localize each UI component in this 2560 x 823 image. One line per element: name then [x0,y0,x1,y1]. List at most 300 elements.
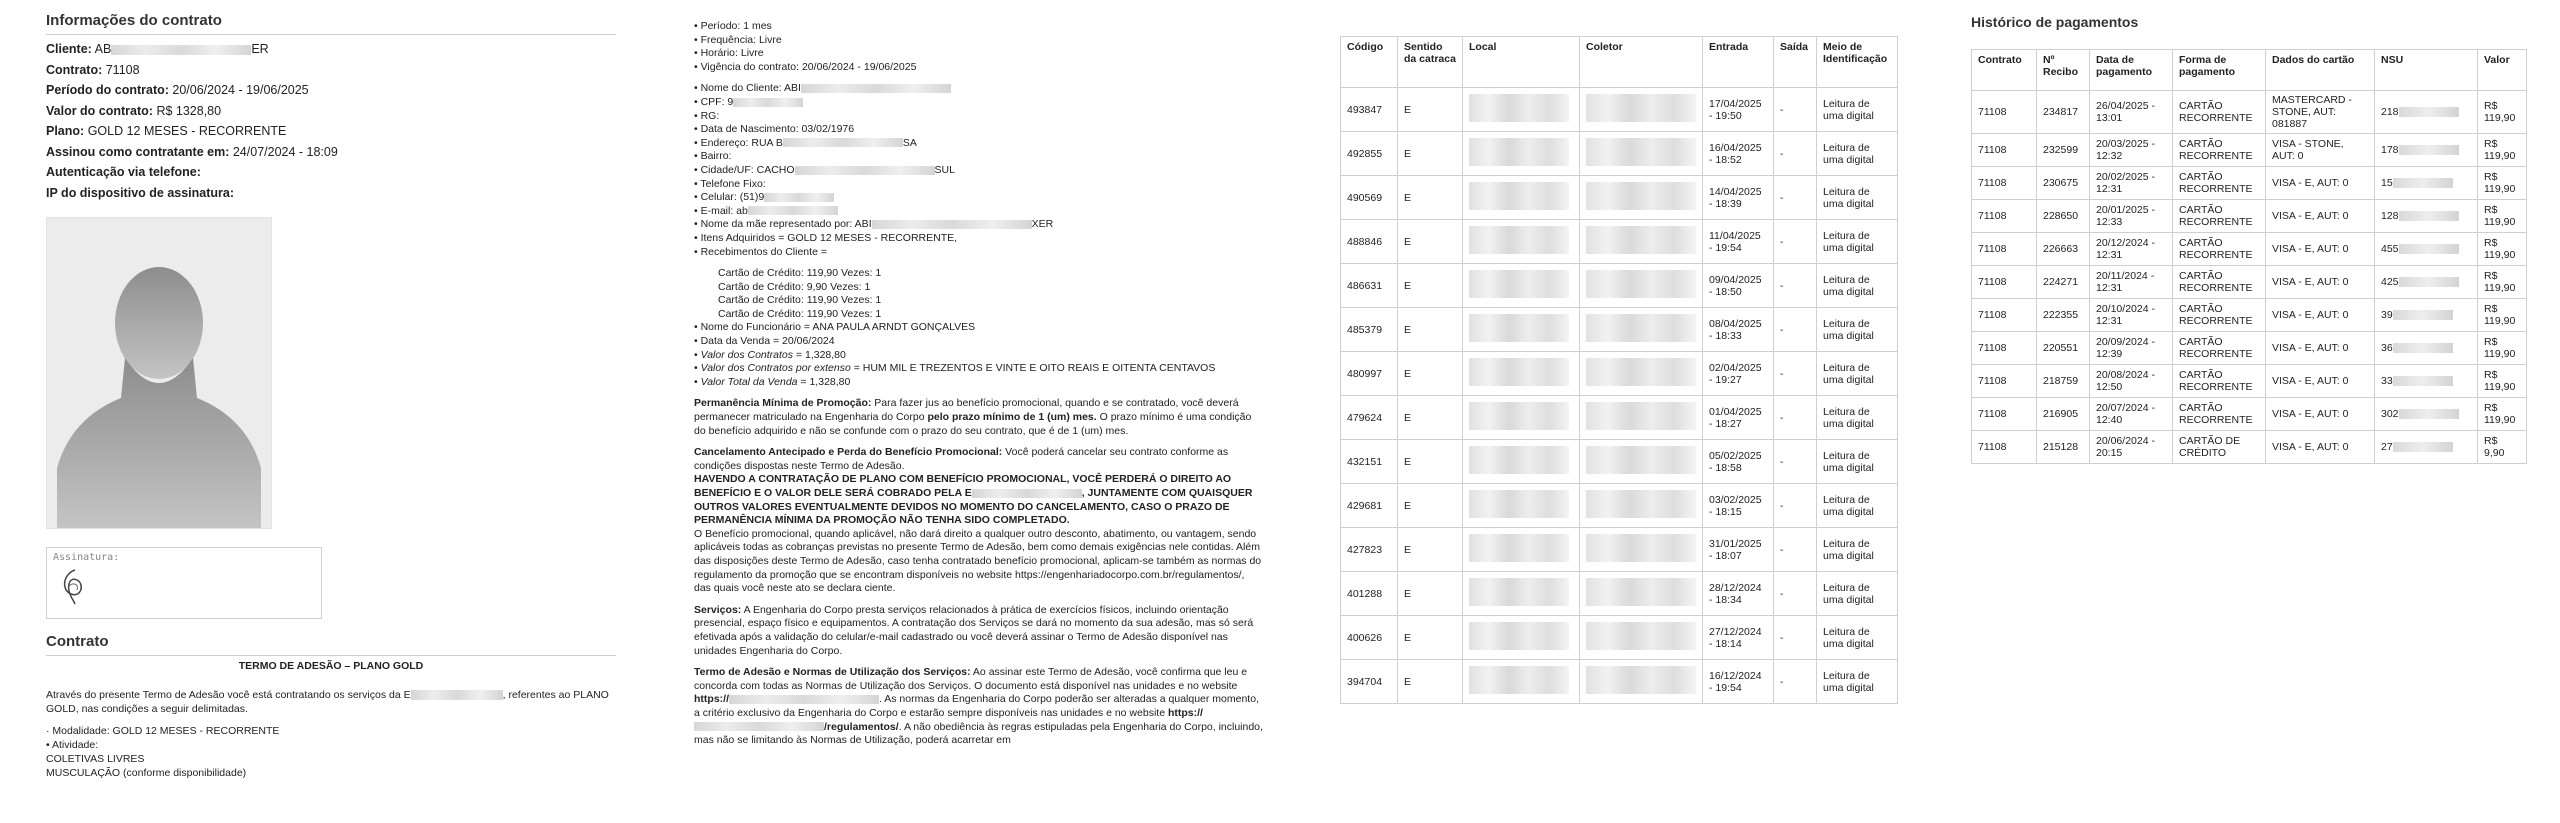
entry-time: 17/04/2025 - 19:50 [1703,88,1774,132]
column-header: Saída [1774,37,1817,88]
info-row [46,39,616,60]
info-value: 20/06/2024 - 19/06/2025 [172,83,309,97]
paragraph-text: O Benefício promocional, quando aplicável, não dará direito a qualquer outro desconto, abatimento, ou vantagem, sendo aplicáveis todas as cobranças previstas no presente Termo de Adesão, bem como demais exigências nele contidas. Além das disposições deste Termo de Adesão, caso tenha contratado benefício promocional, aplicam-se também as normas do regulamento da promoção que se encontram disponíveis no website https://engenhariadocorpo.com.br/regulamentos/, das quais você neste ato se declara ciente. [694,527,1262,595]
access-code: 480997 [1341,352,1398,396]
signature-label: Assinatura: [53,552,120,563]
terms-line: • Vigência do contrato: 20/06/2024 - 19/06/2025 [694,60,917,73]
terms-line-text: • Endereço: RUA B [694,136,783,149]
table-row [1972,332,2527,365]
column-header: Data de pagamento [2090,50,2173,91]
payment-method [2173,365,2266,398]
receipt-number [2037,299,2090,332]
contract-intro-text: Através do presente Termo de Adesão você está contratando os serviços da E [46,689,411,701]
redaction [872,220,1032,229]
card-data [2266,365,2375,398]
payment-value-text: R$ 119,90 [2484,171,2516,195]
website-link[interactable]: https:// [1167,706,1203,719]
redaction [1469,578,1569,606]
card-data-text: VISA - E, AUT: 0 [2272,309,2349,321]
turnstile-direction: E [1398,484,1463,528]
turnstile-direction: E [1398,352,1463,396]
receipt-number [2037,91,2090,134]
card-payment-line: Cartão de Crédito: 9,90 Vezes: 1 [718,280,871,293]
identification-method: Leitura de uma digital [1817,616,1898,660]
exit-time: - [1774,88,1817,132]
payment-date [2090,431,2173,464]
redaction [795,166,935,175]
redaction [2393,310,2453,320]
payment-date [2090,233,2173,266]
access-code: 479624 [1341,396,1398,440]
collector-cell [1580,440,1703,484]
contract-number [1972,332,2037,365]
contract-number [1972,365,2037,398]
info-value: 24/07/2024 - 18:09 [232,144,338,159]
payment-method-text: CARTÃO RECORRENTE [2179,336,2253,360]
access-log-panel [1340,36,1898,704]
terms-value-label: Valor dos Contratos [700,348,794,361]
card-data [2266,167,2375,200]
terms-line-text: • Nome da mãe representado por: ABI [694,218,872,231]
location-cell [1463,352,1580,396]
redaction [1469,94,1569,122]
paragraph-min-permanence [694,397,1264,438]
redaction [1586,666,1696,694]
receipt-number [2037,266,2090,299]
contract-number-text: 71108 [1978,309,2007,321]
nsu-text: 15 [2381,177,2393,189]
redaction [1586,490,1696,518]
person-silhouette-icon [47,218,271,528]
redaction [972,489,1082,498]
terms-line [694,110,1264,124]
table-header-row [1341,37,1898,88]
column-header: Sentido da catraca [1398,37,1463,88]
terms-line [694,123,1264,137]
exit-time: - [1774,616,1817,660]
exit-time: - [1774,396,1817,440]
collector-cell [1580,308,1703,352]
contract-modality-list [46,724,616,780]
contract-title: TERMO DE ADESÃO – PLANO GOLD [238,660,424,672]
column-header: Nº Recibo [2037,50,2090,91]
info-row [46,60,616,81]
nsu-text: 39 [2381,309,2393,321]
payment-method [2173,200,2266,233]
terms-line: • Horário: Livre [694,47,764,60]
terms-line [694,232,1264,246]
payment-value-text: R$ 119,90 [2484,303,2516,327]
payment-method [2173,91,2266,134]
identification-method: Leitura de uma digital [1817,176,1898,220]
contract-number-text: 71108 [1978,276,2007,288]
turnstile-direction: E [1398,176,1463,220]
redaction [801,84,951,93]
redaction [2399,277,2459,287]
entry-time: 16/12/2024 - 19:54 [1703,660,1774,704]
paragraph-text: O prazo mínimo é uma condição do benefício adquirido e não se confunde com o prazo do seu contrato, que é de 1 (um) mes. [694,411,1252,437]
paragraph-bold: pelo prazo mínimo de 1 (um) mes. [927,411,1097,424]
contract-number-text: 71108 [1978,106,2007,118]
receipt-number-text: 232599 [2043,144,2079,156]
payment-method [2173,167,2266,200]
terms-line: • Período: 1 mes [694,20,772,32]
table-row [1972,134,2527,167]
payment-date [2090,299,2173,332]
redaction [411,690,503,700]
payment-value-text: R$ 119,90 [2484,138,2516,162]
payment-date-text: 26/04/2025 - 13:01 [2096,100,2155,124]
info-label: Valor do contrato: [46,103,153,118]
table-row [1972,299,2527,332]
contract-number-text: 71108 [1978,243,2007,255]
redaction [783,138,903,147]
terms-line-text: • Recebimentos do Cliente = [694,245,827,258]
payment-method-text: CARTÃO RECORRENTE [2179,100,2253,124]
nsu [2375,167,2478,200]
column-header: Meio de Identificação [1817,37,1898,88]
table-row [1341,220,1898,264]
entry-time: 16/04/2025 - 18:52 [1703,132,1774,176]
card-data-text: VISA - E, AUT: 0 [2272,276,2349,288]
payment-method-text: CARTÃO RECORRENTE [2179,171,2253,195]
identification-method: Leitura de uma digital [1817,220,1898,264]
column-header: Entrada [1703,37,1774,88]
paragraph-title: Serviços: [694,603,742,616]
payment-history-panel [1971,0,2527,464]
column-header: Contrato [1972,50,2037,91]
receipt-number-text: 226663 [2043,243,2079,255]
terms-line: • Nome do Funcionário = ANA PAULA ARNDT GONÇALVES [694,321,976,334]
identification-method: Leitura de uma digital [1817,484,1898,528]
payment-method-text: CARTÃO RECORRENTE [2179,369,2253,393]
card-payment-line: Cartão de Crédito: 119,90 Vezes: 1 [718,267,882,280]
exit-time: - [1774,176,1817,220]
signature-scribble-icon [55,566,95,606]
contract-number-text: 71108 [1978,342,2007,354]
redaction [1469,490,1569,518]
redaction [1469,138,1569,166]
paragraph-title: Cancelamento Antecipado e Perda do Benefício Promocional: [694,446,1003,459]
contract-number-text: 71108 [1978,408,2007,420]
receipt-number-text: 222355 [2043,309,2079,321]
entry-time: 01/04/2025 - 18:27 [1703,396,1774,440]
receipt-number [2037,332,2090,365]
collector-cell [1580,176,1703,220]
card-data [2266,398,2375,431]
redaction [1469,314,1569,342]
card-data [2266,134,2375,167]
redaction [2393,442,2453,452]
terms-line [694,246,1264,260]
nsu [2375,431,2478,464]
contract-line: • Atividade: [46,739,99,751]
payment-date [2090,91,2173,134]
collector-cell [1580,264,1703,308]
info-label: IP do dispositivo de assinatura: [46,185,235,200]
redaction [1469,182,1569,210]
table-row [1972,200,2527,233]
terms-value-line: • Valor Total da Venda = 1,328,80 [694,375,851,388]
redaction [2399,244,2459,254]
info-label: Plano: [46,124,85,138]
card-data-text: VISA - E, AUT: 0 [2272,210,2349,222]
table-row [1341,88,1898,132]
card-data [2266,200,2375,233]
receipt-number-text: 228650 [2043,210,2079,222]
nsu-text: 27 [2381,441,2393,453]
redaction [2393,343,2453,353]
exit-time: - [1774,220,1817,264]
payment-method-text: CARTÃO RECORRENTE [2179,270,2253,294]
terms-value: = 1,328,80 [797,375,851,388]
redaction [1469,446,1569,474]
card-data [2266,431,2375,464]
card-data-text: VISA - E, AUT: 0 [2272,375,2349,387]
payment-method [2173,332,2266,365]
entry-time: 11/04/2025 - 19:54 [1703,220,1774,264]
table-row [1341,616,1898,660]
receipt-number [2037,200,2090,233]
location-cell [1463,176,1580,220]
redaction [694,722,824,731]
terms-sale-list [694,321,1264,348]
client-photo [46,217,272,529]
location-cell [1463,440,1580,484]
table-row [1341,352,1898,396]
identification-method: Leitura de uma digital [1817,396,1898,440]
terms-line [694,96,1264,110]
payment-date [2090,134,2173,167]
contract-intro [46,688,616,716]
payment-value-text: R$ 119,90 [2484,402,2516,426]
entry-time: 31/01/2025 - 18:07 [1703,528,1774,572]
nsu-text: 455 [2381,243,2399,255]
contract-line: MUSCULAÇÃO (conforme disponibilidade) [46,767,247,779]
receipt-number [2037,233,2090,266]
redaction [1586,402,1696,430]
card-data-text: VISA - STONE, AUT: 0 [2272,138,2344,162]
terms-value-label: Valor dos Contratos por extenso [700,362,851,375]
terms-line-text: • Celular: (51)9 [694,191,765,204]
terms-line [694,218,1264,232]
contract-info-heading: Informações do contrato [46,12,616,35]
info-label: Assinou como contratante em: [46,144,230,159]
paragraph-cancellation [694,446,1264,596]
redaction [1469,358,1569,386]
terms-value-label: Valor Total da Venda [700,375,798,388]
table-row [1972,398,2527,431]
identification-method: Leitura de uma digital [1817,440,1898,484]
contract-line: COLETIVAS LIVRES [46,753,145,765]
turnstile-direction: E [1398,528,1463,572]
redaction [111,45,251,55]
contract-intro-text-end: , referentes ao PLANO GOLD, nas condições a seguir delimitadas. [46,689,609,715]
location-cell [1463,396,1580,440]
payment-date [2090,365,2173,398]
collector-cell [1580,616,1703,660]
collector-cell [1580,132,1703,176]
receipt-number [2037,398,2090,431]
receipt-number-text: 220551 [2043,342,2079,354]
entry-time: 27/12/2024 - 18:14 [1703,616,1774,660]
contract-number-text: 71108 [1978,210,2007,222]
terms-line [694,82,1264,96]
payment-method-text: CARTÃO RECORRENTE [2179,237,2253,261]
redaction [1469,622,1569,650]
redaction [1586,138,1696,166]
card-data [2266,233,2375,266]
column-header: Local [1463,37,1580,88]
contract-number [1972,91,2037,134]
terms-client-list [694,82,1264,259]
nsu [2375,134,2478,167]
terms-value-line: • Valor dos Contratos = 1,328,80 [694,348,846,361]
nsu [2375,332,2478,365]
contract-number [1972,299,2037,332]
payment-value [2478,332,2527,365]
payment-date-text: 20/02/2025 - 12:31 [2096,171,2155,195]
card-data-text: VISA - E, AUT: 0 [2272,342,2349,354]
contract-number-text: 71108 [1978,441,2007,453]
table-row [1341,440,1898,484]
receipt-number [2037,167,2090,200]
contract-number-text: 71108 [1978,177,2007,189]
contract-number [1972,200,2037,233]
column-header: Coletor [1580,37,1703,88]
payment-value [2478,233,2527,266]
location-cell [1463,88,1580,132]
turnstile-direction: E [1398,396,1463,440]
identification-method: Leitura de uma digital [1817,572,1898,616]
payment-date-text: 20/10/2024 - 12:31 [2096,303,2155,327]
table-row [1972,266,2527,299]
terms-line-text: • CPF: 9 [694,95,734,108]
payment-value [2478,91,2527,134]
payment-method-text: CARTÃO DE CRÉDITO [2179,435,2241,459]
card-data-text: VISA - E, AUT: 0 [2272,441,2349,453]
terms-period-list [694,20,1264,74]
turnstile-direction: E [1398,88,1463,132]
column-header: NSU [2375,50,2478,91]
exit-time: - [1774,572,1817,616]
terms-value: = HUM MIL E TREZENTOS E VINTE E OITO REAIS E OITENTA CENTAVOS [850,362,1216,375]
entry-time: 05/02/2025 - 18:58 [1703,440,1774,484]
payment-date [2090,167,2173,200]
collector-cell [1580,660,1703,704]
paragraph-text: Para fazer jus ao benefício promocional, quando e se contratado, você deverá permanecer matriculado na Engenharia do Corpo [694,397,1239,424]
contract-number [1972,266,2037,299]
table-row [1972,365,2527,398]
access-code: 492855 [1341,132,1398,176]
location-cell [1463,660,1580,704]
website-link[interactable]: https:// [694,693,729,706]
contract-number [1972,134,2037,167]
payment-value-text: R$ 119,90 [2484,237,2516,261]
collector-cell [1580,220,1703,264]
nsu [2375,299,2478,332]
contract-number [1972,431,2037,464]
card-data-text: MASTERCARD - STONE, AUT: 081887 [2272,94,2352,130]
table-row [1341,396,1898,440]
table-row [1341,264,1898,308]
location-cell [1463,132,1580,176]
card-data-text: VISA - E, AUT: 0 [2272,177,2349,189]
collector-cell [1580,352,1703,396]
receipt-number [2037,365,2090,398]
payment-date [2090,398,2173,431]
payment-date [2090,266,2173,299]
payment-method [2173,134,2266,167]
card-data-text: VISA - E, AUT: 0 [2272,408,2349,420]
receipt-number [2037,431,2090,464]
payment-date-text: 20/08/2024 - 12:50 [2096,369,2155,393]
info-row [46,183,616,204]
redaction [729,695,879,704]
access-code: 486631 [1341,264,1398,308]
terms-card-list [694,267,1264,321]
info-row [46,80,616,101]
turnstile-direction: E [1398,660,1463,704]
exit-time: - [1774,308,1817,352]
payment-value [2478,398,2527,431]
paragraph-text: . As normas da Engenharia do Corpo poderão ser alteradas a qualquer momento, a critério exclusivo da Engenharia do Corpo e estarão sempre disponíveis nas unidades e no website [694,693,1259,719]
payment-value-text: R$ 119,90 [2484,369,2516,393]
turnstile-direction: E [1398,264,1463,308]
access-code: 400626 [1341,616,1398,660]
payment-method-text: CARTÃO RECORRENTE [2179,402,2253,426]
receipt-number-text: 216905 [2043,408,2079,420]
payment-date-text: 20/01/2025 - 12:33 [2096,204,2155,228]
terms-line [694,164,1264,178]
paragraph-text: Ao assinar este Termo de Adesão, você confirma que leu e concorda com todas as Normas de Utilização dos Serviços. O documento está disponível nas unidades e no website [694,666,1248,692]
payment-method-text: CARTÃO RECORRENTE [2179,303,2253,327]
card-data [2266,299,2375,332]
terms-line-text: • E-mail: ab [694,204,748,217]
contract-line: · Modalidade: GOLD 12 MESES - RECORRENTE [46,725,280,737]
redaction [2399,409,2459,419]
nsu-text: 33 [2381,375,2393,387]
payment-date [2090,332,2173,365]
location-cell [1463,264,1580,308]
access-code: 488846 [1341,220,1398,264]
card-payment-line: Cartão de Crédito: 119,90 Vezes: 1 [718,307,882,320]
card-payment-line: Cartão de Crédito: 119,90 Vezes: 1 [718,294,882,307]
access-code: 394704 [1341,660,1398,704]
receipt-number-text: 218759 [2043,375,2079,387]
redaction [2399,145,2459,155]
paragraph-usage-rules [694,666,1264,748]
payment-history-table [1971,49,2527,464]
terms-line [694,150,1264,164]
payment-date-text: 20/07/2024 - 12:40 [2096,402,2155,426]
payment-value-text: R$ 119,90 [2484,100,2516,124]
nsu [2375,398,2478,431]
column-header: Dados do cartão [2266,50,2375,91]
redaction [1586,534,1696,562]
website-link-end[interactable]: /regulamentos/ [824,720,899,733]
collector-cell [1580,484,1703,528]
info-value: R$ 1328,80 [156,103,222,118]
payment-value-text: R$ 119,90 [2484,336,2516,360]
contract-number [1972,398,2037,431]
table-row [1341,308,1898,352]
info-label: Período do contrato: [46,83,169,97]
paragraph-text: A Engenharia do Corpo presta serviços relacionados à prática de exercícios físicos, incluindo orientação presencial, espaço físico e equipamentos. A contratação dos Serviços se dará no momento da sua adesão, mas só será efetivada após a validação do celular/e-mail cadastrado ou você deverá assinar o Termo de Adesão disponível nas unidades Engenharia do Corpo. [694,603,1254,657]
redaction [1586,94,1696,122]
redaction [1586,358,1696,386]
nsu [2375,233,2478,266]
